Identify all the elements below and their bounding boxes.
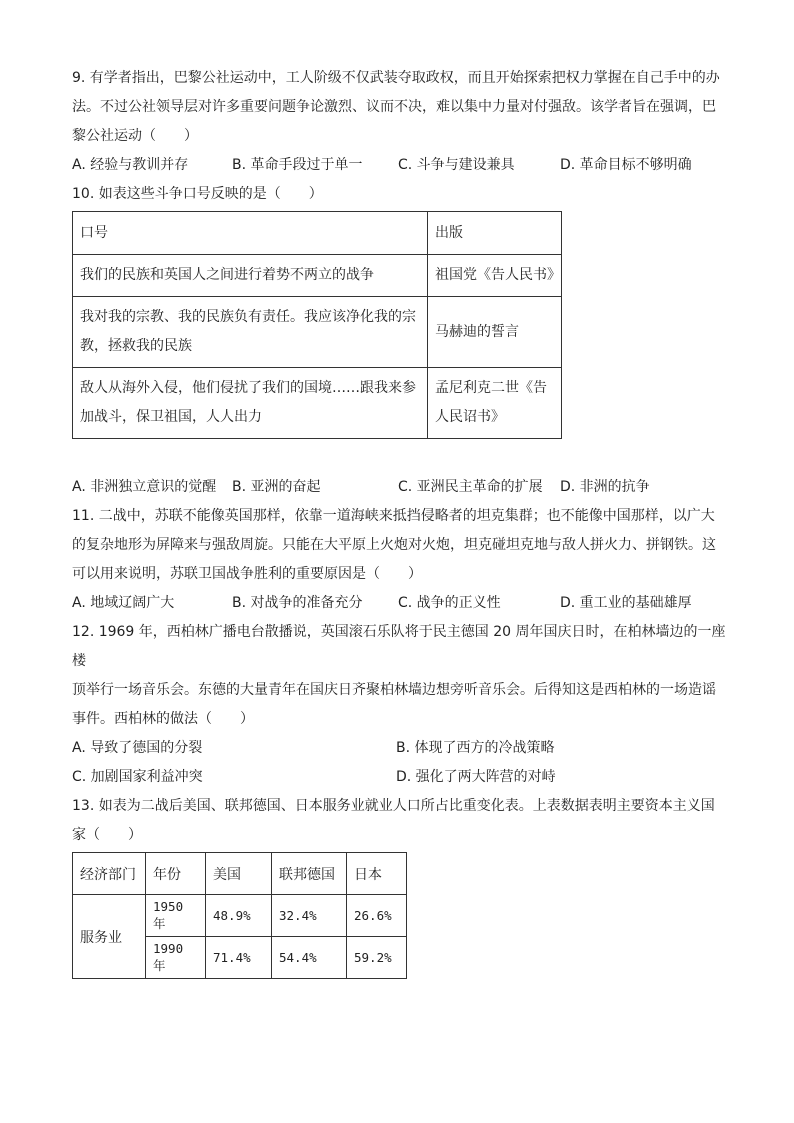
table-cell-us: 48.9%: [206, 895, 272, 937]
q9-option-b[interactable]: B. 革命手段过于单一: [232, 157, 363, 173]
table-row: [73, 255, 562, 297]
table-cell: 敌人从海外入侵，他们侵扰了我们的国境……跟我来参加战斗，保卫祖国，人人出力: [73, 368, 428, 439]
q11-option-a[interactable]: A. 地域辽阔广大: [72, 595, 175, 611]
q12-stem-line-2: 顶举行一场音乐会。东德的大量青年在国庆日齐聚柏林墙边想旁听音乐会。后得知这是西柏林的一场造谣: [72, 682, 716, 698]
table-header-cell: 日本: [347, 853, 407, 895]
q12-option-c[interactable]: C. 加剧国家利益冲突: [72, 769, 203, 785]
table-cell: 祖国党《告人民书》: [428, 255, 562, 297]
table-header-row: [73, 212, 562, 255]
q9-option-d[interactable]: D. 革命目标不够明确: [560, 157, 692, 173]
q9-stem-line-2: 法。不过公社领导层对许多重要问题争论激烈、议而不决，难以集中力量对付强敌。该学者旨在强调，巴: [72, 99, 716, 115]
q11-option-b[interactable]: B. 对战争的准备充分: [232, 595, 363, 611]
q11-option-c[interactable]: C. 战争的正义性: [398, 595, 501, 611]
table-cell-jp: 59.2%: [347, 937, 407, 979]
q10-stem: 10. 如表这些斗争口号反映的是（ ）: [72, 186, 323, 202]
q9-option-a[interactable]: A. 经验与教训并存: [72, 157, 189, 173]
q12-options: [72, 734, 728, 792]
q11-stem-line-1: 11. 二战中，苏联不能像英国那样，依靠一道海峡来抵挡侵略者的坦克集群；也不能像中国那样，以广大: [72, 508, 715, 524]
exam-page: [72, 64, 728, 979]
q10-option-d[interactable]: D. 非洲的抗争: [560, 479, 650, 495]
q13-stem-line-2: 家（ ）: [72, 827, 142, 843]
table-header-cell: 经济部门: [73, 853, 146, 895]
table-cell: 我对我的宗教、我的民族负有责任。我应该净化我的宗教，拯救我的民族: [73, 297, 428, 368]
table-header-row: [73, 853, 407, 895]
table-cell-year: 1990 年: [146, 937, 206, 979]
q13-employment-table: [72, 852, 407, 979]
q9-options: [72, 151, 728, 180]
q9-option-c[interactable]: C. 斗争与建设兼具: [398, 157, 515, 173]
q12-option-a[interactable]: A. 导致了德国的分裂: [72, 740, 203, 756]
table-header-cell: 年份: [146, 853, 206, 895]
question-9: [72, 64, 728, 180]
question-10: [72, 180, 728, 502]
table-cell: 孟尼利克二世《告人民诏书》: [428, 368, 562, 439]
q10-option-c[interactable]: C. 亚洲民主革命的扩展: [398, 479, 543, 495]
q12-stem-line-1: 12. 1969 年，西柏林广播电台散播说，英国滚石乐队将于民主德国 20 周年国庆日时，在柏林墙边的一座楼: [72, 624, 726, 669]
table-header-cell: 联邦德国: [272, 853, 347, 895]
q9-stem-line-1: 9. 有学者指出，巴黎公社运动中，工人阶级不仅武装夺取政权，而且开始探索把权力掌握在自己手中的办: [72, 70, 720, 86]
q11-options: [72, 589, 728, 618]
table-row: [73, 895, 407, 937]
q10-option-a[interactable]: A. 非洲独立意识的觉醒: [72, 479, 217, 495]
table-cell-jp: 26.6%: [347, 895, 407, 937]
q13-stem-line-1: 13. 如表为二战后美国、联邦德国、日本服务业就业人口所占比重变化表。上表数据表明主要资本主义国: [72, 798, 715, 814]
table-cell-year: 1950 年: [146, 895, 206, 937]
q12-option-b[interactable]: B. 体现了西方的冷战策略: [396, 740, 555, 756]
table-cell-sector: 服务业: [73, 895, 146, 979]
q11-option-d[interactable]: D. 重工业的基础雄厚: [560, 595, 692, 611]
table-header-cell: 口号: [73, 212, 428, 255]
q11-stem-line-3: 可以用来说明，苏联卫国战争胜利的重要原因是（ ）: [72, 566, 422, 582]
table-header-cell: 美国: [206, 853, 272, 895]
table-row: [73, 368, 562, 439]
q10-slogan-table: [72, 211, 562, 439]
table-header-cell: 出版: [428, 212, 562, 255]
q12-stem-line-3: 事件。西柏林的做法（ ）: [72, 711, 254, 727]
q10-option-b[interactable]: B. 亚洲的奋起: [232, 479, 321, 495]
table-cell-us: 71.4%: [206, 937, 272, 979]
table-row: [73, 297, 562, 368]
question-12: [72, 618, 728, 792]
question-13: [72, 792, 728, 979]
q12-option-d[interactable]: D. 强化了两大阵营的对峙: [396, 769, 556, 785]
question-11: [72, 502, 728, 618]
table-cell-frg: 32.4%: [272, 895, 347, 937]
q10-options: [72, 473, 728, 502]
table-cell: 我们的民族和英国人之间进行着势不两立的战争: [73, 255, 428, 297]
q11-stem-line-2: 的复杂地形为屏障来与强敌周旋。只能在大平原上火炮对火炮，坦克碰坦克地与敌人拼火力、拼钢铁。这: [72, 537, 716, 553]
table-cell: 马赫迪的誓言: [428, 297, 562, 368]
table-cell-frg: 54.4%: [272, 937, 347, 979]
q9-stem-line-3: 黎公社运动（ ）: [72, 128, 198, 144]
